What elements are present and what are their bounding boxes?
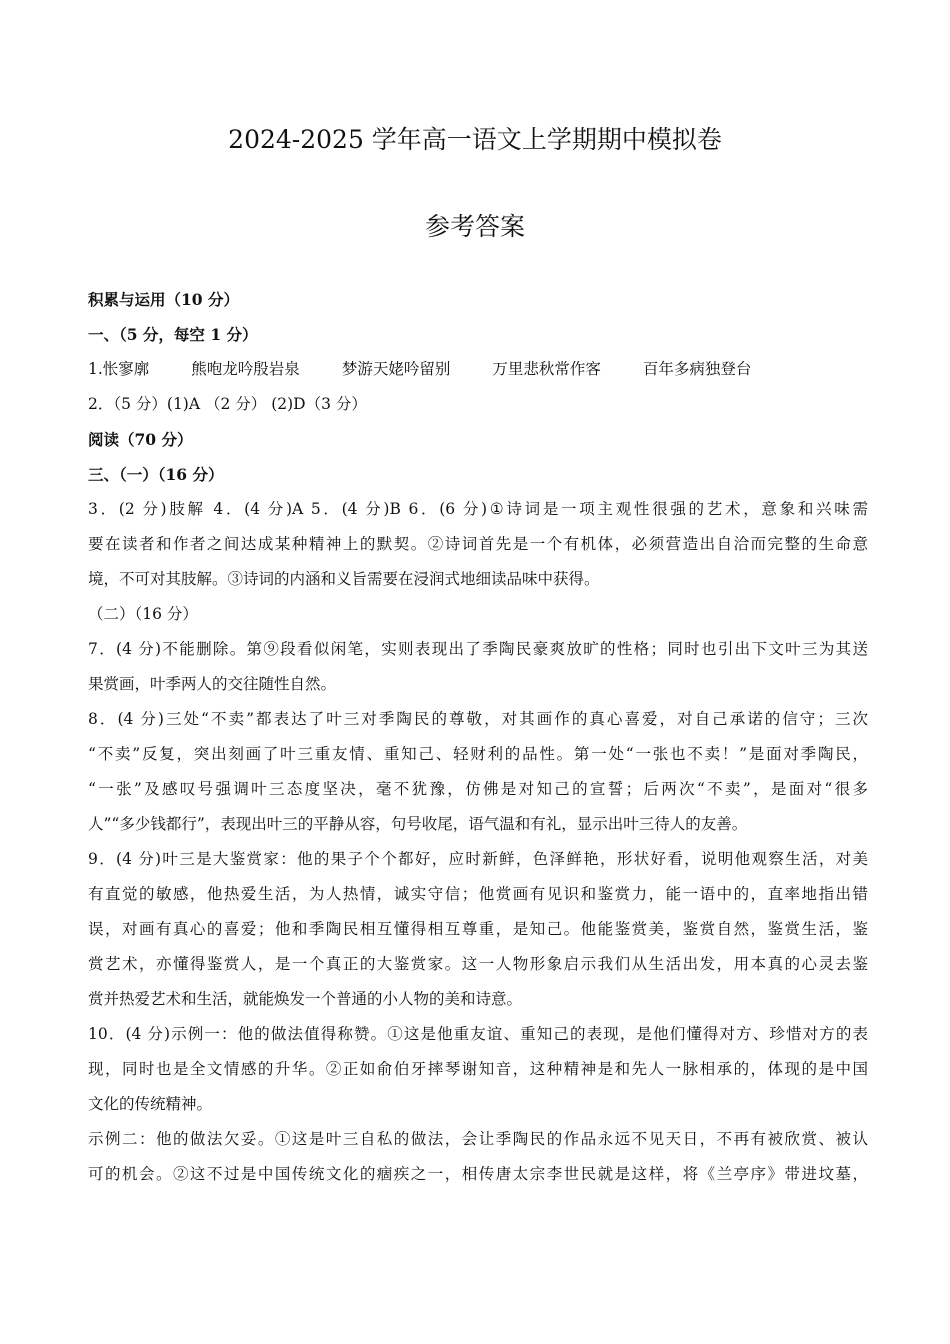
q3-6-line: 境，不可对其肢解。③诗词的内涵和义旨需要在浸润式地细读品味中获得。 (88, 570, 600, 588)
q10-line: 现，同时也是全文情感的升华。②正如俞伯牙摔琴谢知音，这种精神是和先人一脉相承的，体现的是中国 (88, 1060, 868, 1078)
part1-heading: 积累与运用（10 分） (88, 290, 239, 309)
q2-answer: 2．（5 分）(1)A （2 分） (2)D（3 分） (88, 395, 367, 413)
q3-6-line: 3．(2 分)肢解 4．(4 分)A 5．(4 分)B 6．(6 分)①诗词是一项主观性很强的艺术，意象和兴味需 (88, 500, 868, 518)
q9-line: 误，对画有真心的喜爱；他和季陶民相互懂得相互尊重，是知己。他能鉴赏美，鉴赏自然，鉴赏生活，鉴 (88, 920, 868, 938)
section3-2-heading: （二）（16 分） (88, 605, 198, 623)
q8-line: 8．(4 分)三处“不卖”都表达了叶三对季陶民的尊敬，对其画作的真心喜爱，对自己承诺的信守；三次 (88, 710, 868, 728)
document-title: 2024-2025 学年高一语文上学期期中模拟卷 (228, 125, 722, 154)
q7-line: 果赏画，叶季两人的交往随性自然。 (88, 675, 337, 693)
q1-answer-5: 百年多病独登台 (642, 360, 752, 378)
q7-line: 7．(4 分)不能删除。第⑨段看似闲笔，实则表现出了季陶民豪爽放旷的性格；同时也引出下文叶三为其送 (88, 640, 868, 658)
q1-answers (88, 352, 868, 387)
q1-answer-1: 1.怅寥廓 (88, 360, 150, 378)
q9-line: 赏艺术，亦懂得鉴赏人，是一个真正的大鉴赏家。这一人物形象启示我们从生活出发，用本真的心灵去鉴 (88, 955, 868, 973)
q1-answer-3: 梦游天姥吟留别 (341, 360, 451, 378)
q8-line: “一张”及感叹号强调叶三态度坚决，毫不犹豫，仿佛是对知己的宣誓；后两次“不卖”，是面对“很多 (88, 780, 868, 798)
q9-line: 有直觉的敏感，他热爱生活，为人热情，诚实守信；他赏画有见识和鉴赏力，能一语中的，直率地指出错 (88, 885, 868, 903)
q3-6-line: 要在读者和作者之间达成某种精神上的默契。②诗词首先是一个有机体，必须营造出自洽而完整的生命意 (88, 535, 868, 553)
q8-line: 人”“多少钱都行”，表现出叶三的平静从容，句号收尾，语气温和有礼，显示出叶三待人的友善。 (88, 815, 748, 833)
q1-heading: 一、（5 分，每空 1 分） (88, 325, 258, 344)
part2-heading: 阅读（70 分） (88, 430, 193, 449)
q10-line: 示例二：他的做法欠妥。①这是叶三自私的做法，会让季陶民的作品永远不见天日，不再有被欣赏、被认 (88, 1130, 868, 1148)
q10-line: 文化的传统精神。 (88, 1095, 213, 1113)
section3-heading: 三、（一）（16 分） (88, 465, 224, 484)
answer-content (88, 282, 868, 1192)
q1-answer-4: 万里悲秋常作客 (492, 360, 601, 378)
q10-line: 可的机会。②这不过是中国传统文化的痼疾之一，相传唐太宗李世民就是这样，将《兰亭序》带进坟墓， (88, 1165, 868, 1183)
q9-line: 9．(4 分)叶三是大鉴赏家：他的果子个个都好，应时新鲜，色泽鲜艳，形状好看，说明他观察生活，对美 (88, 850, 868, 868)
q9-line: 赏并热爱艺术和生活，就能焕发一个普通的小人物的美和诗意。 (88, 990, 523, 1008)
q8-line: “不卖”反复，突出刻画了叶三重友情、重知己、轻财利的品性。第一处“一张也不卖！”是面对季陶民， (88, 745, 868, 763)
q1-answer-2: 熊咆龙吟殷岩泉 (191, 360, 300, 378)
q10-line: 10．(4 分)示例一：他的做法值得称赞。①这是他重友谊、重知己的表现，是他们懂得对方、珍惜对方的表 (88, 1025, 868, 1043)
document-subtitle: 参考答案 (424, 212, 525, 241)
